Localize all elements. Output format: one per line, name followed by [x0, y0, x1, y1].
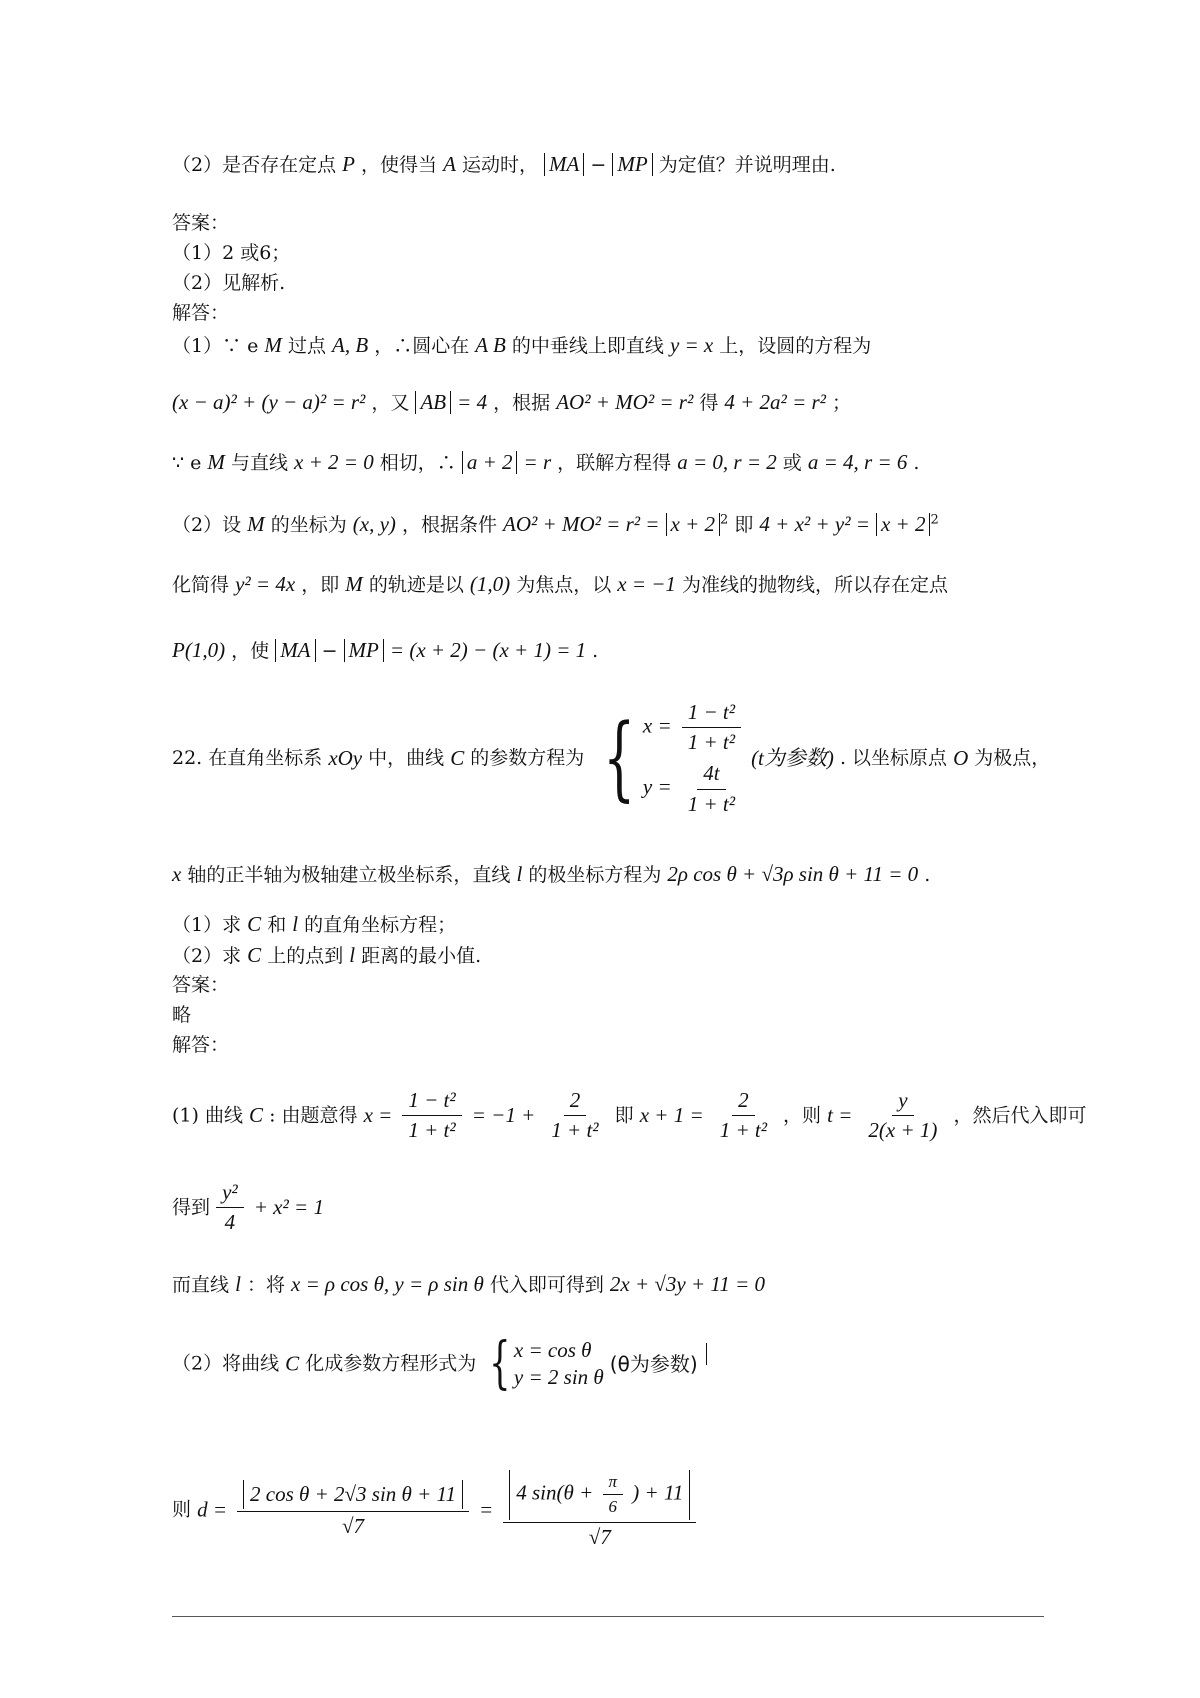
stray-bar	[706, 1343, 707, 1365]
answer-label: 答案：	[172, 212, 230, 234]
parametric-system	[590, 700, 745, 817]
system-rows	[514, 1338, 604, 1390]
equation: x + 2 = 0	[294, 450, 374, 474]
text: 中，曲线	[368, 746, 445, 769]
var-AB: A, B	[332, 333, 369, 357]
text: （2）是否存在定点	[172, 154, 337, 176]
system-row-y	[643, 761, 745, 816]
solution-label: 解答：	[172, 1034, 230, 1056]
equation: + x² = 1	[253, 1195, 324, 1220]
text: 运动时，	[461, 154, 538, 176]
text: 得到	[172, 1196, 211, 1219]
system-rows	[643, 700, 745, 817]
text: 的直角坐标方程；	[304, 914, 457, 936]
left-brace: {	[489, 1331, 511, 1396]
text: 上，设圆的方程为	[719, 335, 872, 357]
solution-line-3	[172, 450, 919, 475]
equation: (x − a)² + (y − a)² = r²	[172, 390, 366, 414]
solution-line-5	[172, 572, 948, 597]
var-C: C	[450, 745, 465, 770]
text: ∵ e	[172, 452, 202, 474]
text: ，然后代入即可	[953, 1104, 1087, 1127]
answer-2: （2）见解析.	[172, 272, 286, 294]
text: 则	[172, 1498, 192, 1521]
equation: 4 + x² + y² =	[759, 512, 870, 536]
point: P(1,0)	[172, 638, 226, 662]
var-M: M	[207, 450, 225, 474]
var-A: A	[443, 152, 456, 176]
text: 轴的正半轴为极轴建立极坐标系，直线	[187, 864, 511, 886]
text: ，联解方程得	[557, 452, 672, 474]
var-C: C	[285, 1351, 300, 1376]
text: 为定值？并说明理由.	[658, 154, 836, 176]
text: ) + 11	[632, 1480, 684, 1505]
fraction	[682, 700, 741, 755]
text: 过点	[287, 335, 326, 357]
numerator: 1 − t²	[402, 1088, 461, 1116]
denominator: 1 + t²	[687, 791, 736, 816]
numerator: y²	[216, 1180, 244, 1208]
var-l: l	[235, 1272, 241, 1296]
equation: a = 4, r = 6	[807, 450, 908, 474]
denominator: 6	[608, 1497, 618, 1517]
text: .	[592, 640, 599, 662]
abs-AB: AB	[415, 391, 451, 414]
abs-x-plus-2: x + 2	[876, 513, 931, 536]
solution-label: 解答：	[172, 302, 230, 324]
text: （1）求	[172, 914, 242, 936]
equation: = r	[523, 450, 552, 474]
equation: x = −1	[617, 572, 676, 596]
param-note: (t为参数)	[751, 745, 834, 770]
text: 得	[699, 392, 719, 414]
var-P: P	[342, 152, 355, 176]
q22-part-2	[172, 943, 481, 968]
solution-line-4	[172, 512, 939, 537]
abs-MA: MA	[544, 153, 584, 176]
text: 的轨迹是以	[368, 574, 464, 596]
abs-x-plus-2: x + 2	[666, 513, 721, 536]
text: （1）∵ e	[172, 335, 259, 357]
var-M: M	[247, 512, 265, 536]
q22-solution-line-2	[172, 1180, 324, 1235]
minus-sign: −	[321, 640, 338, 662]
exponent: 2	[930, 512, 939, 528]
var-xOy: xOy	[328, 745, 363, 770]
numerator	[237, 1480, 469, 1512]
text: 即	[614, 1104, 634, 1127]
text: ：将	[246, 1274, 285, 1296]
fraction	[714, 1088, 773, 1143]
q22-part-1	[172, 912, 456, 937]
system-row-x	[643, 700, 745, 755]
text: 化简得	[172, 574, 230, 596]
lhs: y =	[642, 775, 672, 800]
denominator: 4	[224, 1210, 236, 1235]
numerator: 4t	[697, 761, 725, 789]
numerator: 2	[564, 1088, 587, 1116]
text: 的中垂线上即直线	[511, 335, 664, 357]
coordinates: (x, y)	[352, 512, 396, 536]
system-row-y: y = 2 sin θ	[513, 1365, 604, 1389]
text: ，即	[301, 574, 340, 596]
denominator: 1 + t²	[719, 1118, 767, 1143]
lhs: x + 1 =	[639, 1103, 704, 1128]
equation: 4 + 2a² = r²	[724, 390, 826, 414]
text: 上的点到	[267, 945, 344, 967]
answer-1: （1）2 或6；	[172, 242, 291, 264]
fraction	[402, 1088, 461, 1143]
var-AB: A B	[475, 333, 506, 357]
text: 4 sin(θ +	[516, 1480, 594, 1505]
text: ，使得当	[361, 154, 438, 176]
numerator: 2	[732, 1088, 755, 1116]
var-l: l	[349, 943, 356, 967]
fraction	[545, 1088, 604, 1143]
fraction	[862, 1088, 943, 1143]
solution-line-2	[172, 390, 851, 415]
text: （2）将曲线	[172, 1352, 280, 1375]
denominator: 2(x + 1)	[868, 1118, 938, 1143]
text: ，∴圆心在	[374, 335, 470, 357]
text: 22. 在直角坐标系	[172, 746, 323, 769]
text: 的坐标为	[270, 514, 347, 536]
var-C: C	[247, 943, 262, 967]
equation: 2x + √3y + 11 = 0	[609, 1272, 766, 1296]
q21-part2-line	[172, 152, 836, 177]
text: 即	[734, 514, 754, 536]
q22-solution-line-1	[172, 1088, 1086, 1143]
text: : 由题意得	[269, 1104, 358, 1127]
denominator: 1 + t²	[551, 1118, 599, 1143]
denominator: 1 + t²	[408, 1118, 456, 1143]
var-C: C	[249, 1103, 264, 1128]
numerator: y	[892, 1088, 913, 1116]
text: 和	[267, 914, 287, 936]
point: (1,0)	[469, 572, 511, 596]
equation: = −1 +	[471, 1103, 536, 1128]
text: ，根据条件	[401, 514, 497, 536]
text: 为焦点，以	[516, 574, 612, 596]
var-l: l	[292, 912, 299, 936]
numerator	[503, 1470, 696, 1523]
var-M: M	[345, 572, 363, 596]
abs-MA: MA	[275, 639, 315, 662]
parametric-system	[482, 1331, 604, 1396]
fraction	[216, 1180, 244, 1235]
text: 化成参数方程形式为	[305, 1352, 477, 1375]
denominator: √7	[588, 1524, 611, 1549]
equation: = (x + 2) − (x + 1) = 1	[389, 638, 587, 662]
equation: y = x	[669, 333, 714, 357]
var-O: O	[953, 745, 969, 770]
text: 的参数方程为	[470, 746, 585, 769]
footer-rule	[172, 1616, 1044, 1617]
text: ，则	[783, 1104, 822, 1127]
equation: x = ρ cos θ, y = ρ sin θ	[291, 1272, 484, 1296]
denominator: 1 + t²	[687, 730, 736, 755]
abs-MP: MP	[344, 639, 384, 662]
q22-solution-line-3	[172, 1272, 765, 1297]
solution-line-6	[172, 638, 598, 663]
var-C: C	[247, 912, 262, 936]
lhs: x =	[363, 1103, 393, 1128]
distance-fraction-1	[237, 1480, 469, 1539]
text: .	[924, 864, 931, 886]
text: ；	[832, 392, 852, 414]
lhs: x =	[642, 713, 672, 738]
q22-solution-line-4	[172, 1331, 707, 1396]
system-row-x: x = cos θ	[513, 1337, 592, 1362]
equation: AO² + MO² = r² =	[503, 512, 660, 536]
text: ，又	[371, 392, 410, 414]
text: ，根据	[493, 392, 551, 414]
equation: = 4	[457, 390, 488, 414]
q22-solution-line-5	[172, 1470, 700, 1550]
text: 代入即可得到	[489, 1274, 604, 1296]
equation: a = 0, r = 2	[677, 450, 777, 474]
lhs: d =	[197, 1497, 227, 1522]
text: 相切，∴	[379, 452, 456, 474]
text: .	[913, 452, 920, 474]
q22-line-1	[172, 700, 1050, 817]
abs-numerator	[509, 1470, 690, 1520]
denominator: √7	[341, 1514, 365, 1539]
pi-over-six	[603, 1472, 624, 1518]
text: 距离的最小值.	[361, 945, 482, 967]
equation: 2ρ cos θ + √3ρ sin θ + 11 = 0	[667, 862, 919, 886]
abs-numerator: 2 cos θ + 2√3 sin θ + 11	[243, 1480, 463, 1509]
text: 与直线	[230, 452, 288, 474]
q22-line-2	[172, 862, 930, 887]
equals-sign: =	[479, 1497, 494, 1522]
text: （2）求	[172, 945, 242, 967]
param-note: (θ为参数)	[609, 1352, 698, 1376]
distance-fraction-2	[503, 1470, 696, 1550]
var-M: M	[264, 333, 282, 357]
text: （2）设	[172, 514, 242, 536]
abs-a-plus-2: a + 2	[462, 451, 518, 474]
left-brace: {	[603, 704, 636, 812]
exponent: 2	[720, 512, 729, 528]
fraction	[682, 761, 741, 816]
numerator: 1 − t²	[682, 700, 741, 728]
text: ，使	[231, 640, 270, 662]
text: (1) 曲线	[172, 1104, 243, 1127]
equation: y² = 4x	[235, 572, 296, 596]
text: 或	[782, 452, 802, 474]
lhs: t =	[827, 1103, 853, 1128]
var-x: x	[172, 862, 182, 886]
equation: AO² + MO² = r²	[556, 390, 694, 414]
var-l: l	[516, 862, 523, 886]
text: 为极点，	[974, 746, 1051, 769]
text: 而直线	[172, 1274, 230, 1296]
minus-sign: −	[590, 154, 607, 176]
answer-label: 答案：	[172, 974, 230, 996]
answer-text: 略	[172, 1004, 192, 1026]
text: 的极坐标方程为	[528, 864, 662, 886]
text: . 以坐标原点	[839, 746, 948, 769]
numerator: π	[603, 1472, 624, 1495]
text: 为准线的抛物线，所以存在定点	[681, 574, 948, 596]
abs-MP: MP	[612, 153, 652, 176]
solution-line-1	[172, 333, 871, 358]
